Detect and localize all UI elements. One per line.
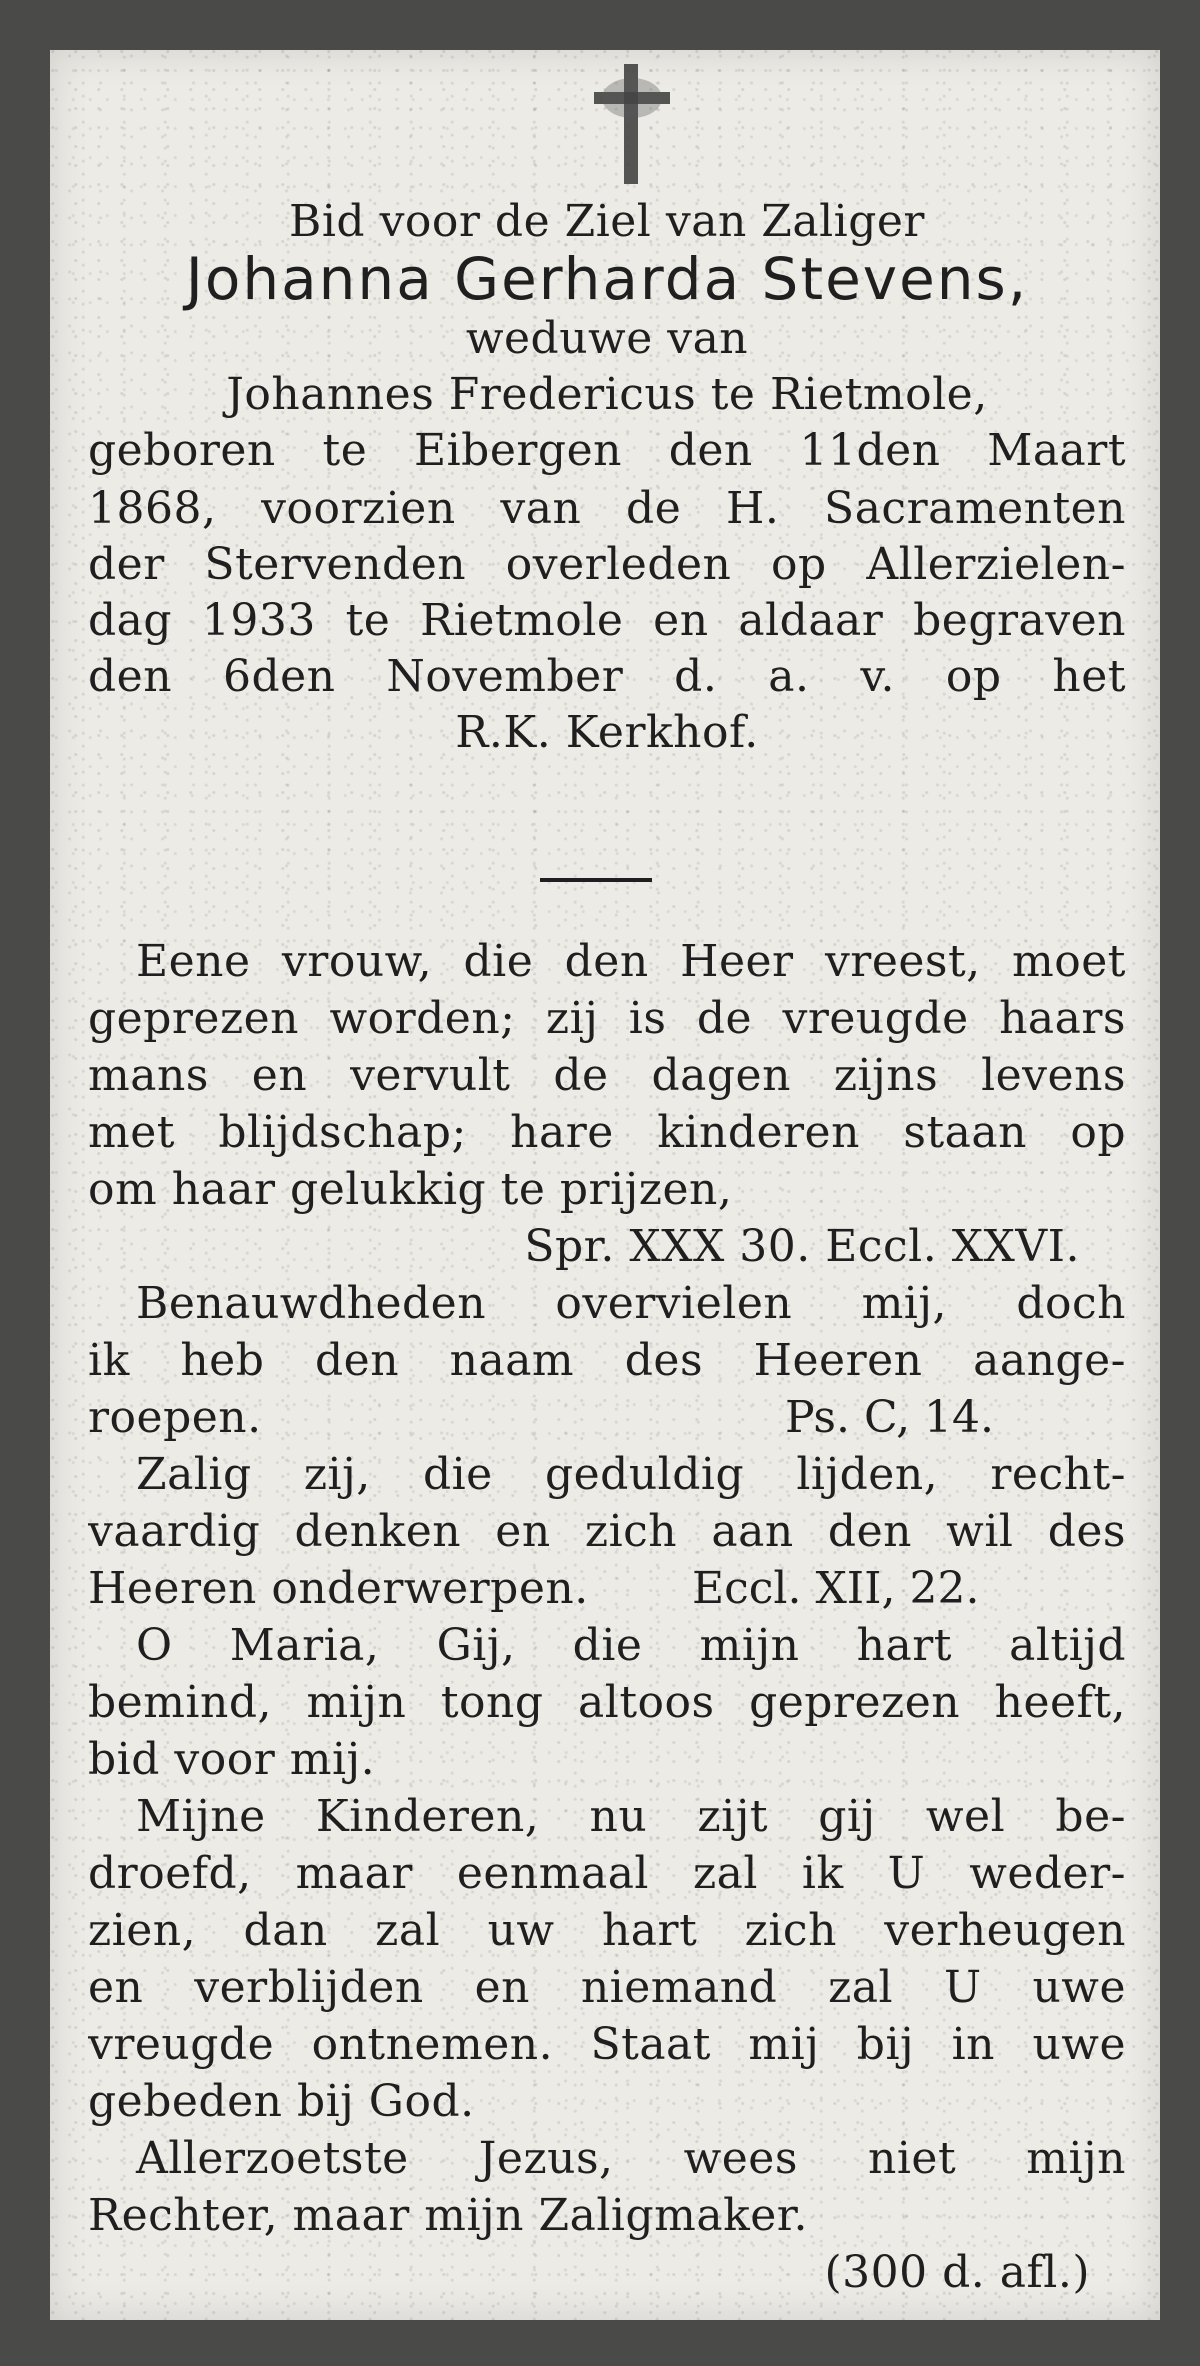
verse-line: en verblijden en niemand zal U uwe: [88, 1962, 1126, 2013]
verse-line: O Maria, Gij, die mijn hart altijd: [136, 1620, 1126, 1671]
verse-line: droefd, maar eenmaal zal ik U weder-: [88, 1848, 1126, 1899]
verse-line: Mijne Kinderen, nu zijt gij wel be-: [136, 1791, 1126, 1842]
verse-line: bemind, mijn tong altoos geprezen heeft,: [88, 1677, 1126, 1728]
scripture-reference: Eccl. XII, 22.: [692, 1563, 980, 1614]
verse-line: bid voor mij.: [88, 1734, 376, 1785]
deceased-name: Johanna Gerharda Stevens,: [185, 246, 1029, 312]
verse-line: geprezen worden; zij is de vreugde haars: [88, 993, 1126, 1044]
verse-line: om haar gelukkig te prijzen,: [88, 1164, 733, 1215]
biography-line: R.K. Kerkhof.: [455, 707, 759, 758]
verse-line: zien, dan zal uw hart zich verheugen: [88, 1905, 1126, 1956]
verse-line: Heeren onderwerpen.: [88, 1563, 589, 1614]
verse-line: vaardig denken en zich aan den wil des: [88, 1506, 1126, 1557]
verse-line: gebeden bij God.: [88, 2076, 475, 2127]
verse-line: Rechter, maar mijn Zaligmaker.: [88, 2190, 808, 2241]
cross-icon: [572, 54, 692, 194]
verse-line: met blijdschap; hare kinderen staan op: [88, 1107, 1126, 1158]
verse-line: roepen.: [88, 1392, 262, 1443]
biography-line: der Stervenden overleden op Allerzielen-: [88, 539, 1126, 590]
scripture-reference: Spr. XXX 30. Eccl. XXVI.: [524, 1221, 1080, 1272]
verse-line: Zalig zij, die geduldig lijden, recht-: [136, 1449, 1126, 1500]
verse-line: ik heb den naam des Heeren aange-: [88, 1335, 1126, 1386]
memorial-card: [50, 50, 1160, 2320]
verse-line: Allerzoetste Jezus, wees niet mijn: [136, 2133, 1126, 2184]
husband-name: Johannes Fredericus te Rietmole,: [226, 369, 988, 420]
widow-status: weduwe van: [465, 313, 749, 364]
biography-line: geboren te Eibergen den 11den Maart: [88, 425, 1126, 476]
biography-line: den 6den November d. a. v. op het: [88, 651, 1126, 702]
verse-line: vreugde ontnemen. Staat mij bij in uwe: [88, 2019, 1126, 2070]
scripture-reference: Ps. C, 14.: [785, 1392, 995, 1443]
divider: [540, 878, 652, 882]
prayer-heading: Bid voor de Ziel van Zaliger: [289, 196, 925, 247]
verse-line: Eene vrouw, die den Heer vreest, moet: [136, 936, 1126, 987]
biography-line: 1868, voorzien van de H. Sacramenten: [88, 483, 1126, 534]
biography-line: dag 1933 te Rietmole en aldaar begraven: [88, 595, 1126, 646]
indulgence-note: (300 d. afl.): [824, 2247, 1090, 2298]
verse-line: Benauwdheden overvielen mij, doch: [136, 1278, 1126, 1329]
verse-line: mans en vervult de dagen zijns levens: [88, 1050, 1126, 1101]
